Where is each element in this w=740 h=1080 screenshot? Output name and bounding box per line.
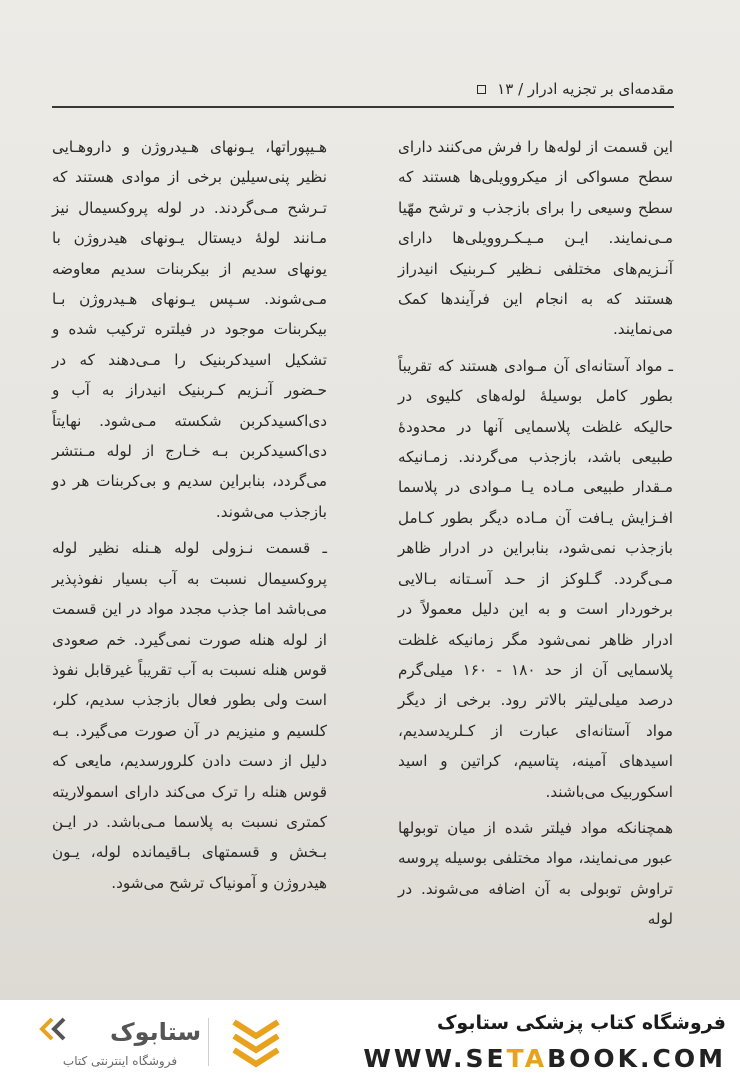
double-arrow-icon: [38, 1016, 72, 1042]
shop-url[interactable]: WWW.SETABOOK.COM: [363, 1044, 726, 1073]
square-bullet-icon: [477, 85, 486, 94]
brand-tagline: فروشگاه اینترنتی کتاب: [62, 1054, 178, 1068]
shop-name: فروشگاه کتاب پزشکی ستابوک: [436, 1012, 726, 1034]
running-head: مقدمه‌ای بر تجزیه ادرار / ۱۳: [52, 78, 674, 100]
paragraph: ـ قسمت نـزولی لوله هـنله نظیر لوله پروکسیمال نسبت به آب بسیار نفوذپذیر می‌باشد اما جذب مجدد مواد در این قسمت از لوله هنله صورت نمی‌گیرد. خم صعودی قوس هنله نسبت به آب تقریباً غیرقابل نفوذ است ولی بطور فعال بازجذب سدیم، کلر، کلسیم و منیزیم در آن صورت می‌گیرد. بـه دلیل از دست دادن کلرورسدیم، مایعی که قوس هنله را ترک می‌کند دارای اسمولاریته کمتری نسبت به پلاسما مـی‌باشد. در ایـن بـخش و قسمتهای بـاقیمانده لوله، یـون هیدروژن و آمونیاک ترشح می‌شود.: [52, 539, 327, 892]
brand-word: ستابوک: [110, 1018, 202, 1046]
page-number: ۱۳: [497, 80, 514, 98]
paragraph: همچنانکه مواد فیلتر شده از میان توبولها عبور می‌نمایند، مواد مختلفی بوسیله پروسه تراوش توبولی به آن اضافه می‌شوند. در لوله: [398, 818, 673, 929]
store-banner: [0, 1000, 740, 1080]
header-rule: [52, 106, 674, 108]
right-column: [398, 132, 673, 935]
paragraph: این قسمت از لوله‌ها را فرش می‌کنند دارای سطح مسواکی از میکروویلی‌ها هستند که سطح وسیعی را برای بازجذب و ترشح مهّیا مـی‌نمایند. ایـن مـیـکـروویلی‌ها دارای آنـزیم‌های مختلفی نـظیر کـربنیک انیدراز هستند که به انجام این فرآیندها کمک می‌نمایند.: [398, 138, 673, 339]
paragraph: هـیپوراتها، یـونهای هـیدروژن و داروهـایی نظیر پنی‌سیلین برخی از موادی هستند که تـرشح مـی‌گردند. در لوله پروکسیمال نیز مـانند لولهٔ دیستال یـونهای هیدروژن با یونهای سدیم از بیکربنات سدیم معاوضه مـی‌شوند. سـپس یـونهای هـیدروژن بـا بیکربنات موجود در فیلتره ترکیب شده و تشکیل اسیدکربنیک را مـی‌دهند که در حـضور آنـزیم کـربنیک انیدراز به آب و دی‌اکسیدکربن شکسته مـی‌شود. نهایتاً دی‌اکسیدکربن بـه خـارج از لوله مـنتشر می‌گردد، بنابراین سدیم و بی‌کربنات هر دو بازجذب می‌شوند.: [52, 138, 327, 521]
chapter-title: مقدمه‌ای بر تجزیه ادرار: [527, 80, 674, 98]
left-column: [52, 132, 327, 898]
chevron-logo-icon: [228, 1012, 284, 1068]
brand-logo: [38, 1008, 202, 1052]
paragraph: ـ مواد آستانه‌ای آن مـوادی هستند که تقریباً بطور کامل بوسیلهٔ لوله‌های کلیوی در حالیکه غلظت پلاسمایی آنها در محدودهٔ طبیعی باشد، بازجذب می‌گردند. زمـانیکه مـقدار طبیعی مـاده یـا مـوادی در پلاسما افـزایش یـافت آن مـاده دیگر بطور کـامل بازجذب نمی‌شود، بنابراین در ادرار ظاهر مـی‌گردد. گـلوکز از حـد آسـتانه بـالایی برخوردار است و به این دلیل معمولاً در ادرار ظاهر نمی‌شود مگر زمانیکه غلظت پلاسمایی آن از حد ۱۸۰ - ۱۶۰ میلی‌گرم درصد میلی‌لیتر بالاتر رود. برخی از دیگر مواد آستانه‌ای عبارت از کـلریدسدیم، اسیدهای آمینه، پتاسیم، کراتین و اسید اسکوربیک می‌باشند.: [398, 356, 673, 801]
logo-divider: [208, 1018, 209, 1066]
